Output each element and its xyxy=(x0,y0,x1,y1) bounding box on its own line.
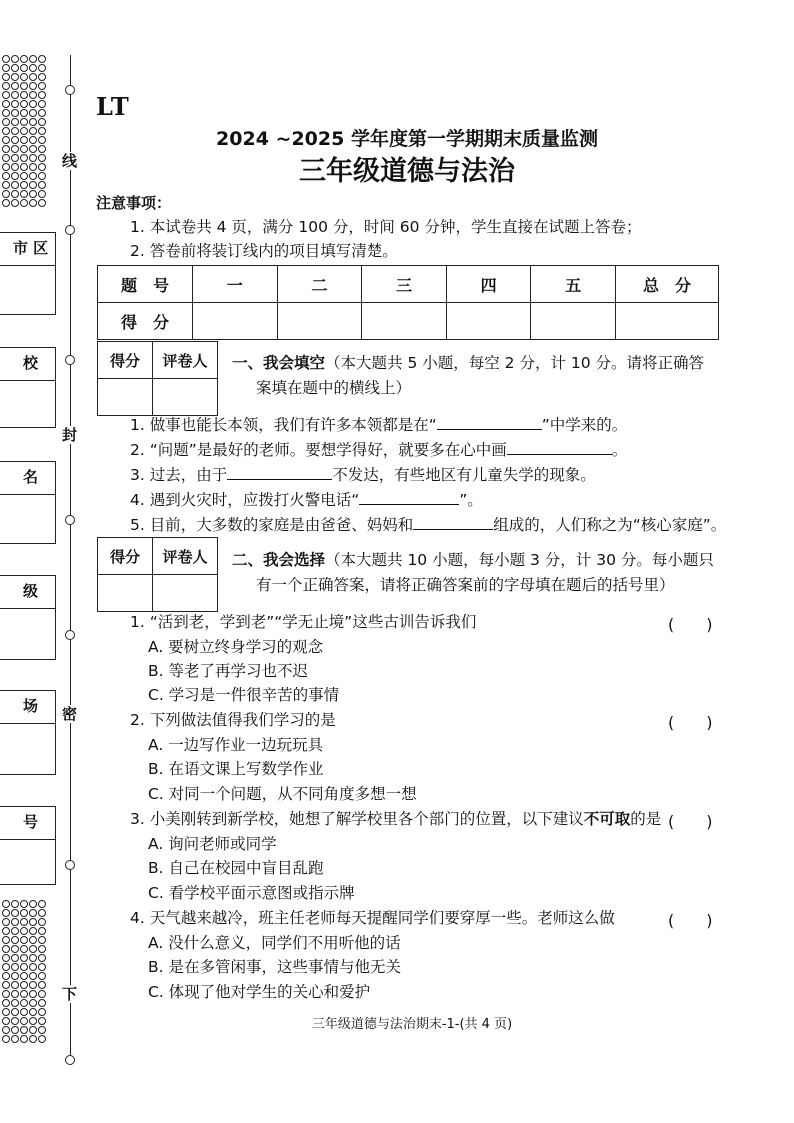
binding-hole xyxy=(2,999,10,1007)
binding-hole xyxy=(38,963,46,971)
binding-hole xyxy=(20,972,28,980)
binding-hole xyxy=(11,954,19,962)
binding-hole xyxy=(29,990,37,998)
binding-hole xyxy=(11,190,19,198)
info-field-grade[interactable] xyxy=(0,575,56,660)
binding-hole xyxy=(29,999,37,1007)
binding-hole xyxy=(11,981,19,989)
binding-circle xyxy=(65,225,75,235)
grader-score-cell[interactable] xyxy=(98,575,153,612)
binding-hole xyxy=(2,109,10,117)
grader-score-cell[interactable] xyxy=(98,379,153,416)
binding-hole xyxy=(20,64,28,72)
fill-question-text: ”中学来的。 xyxy=(541,416,628,434)
stem-emphasis: 不可取 xyxy=(583,810,631,828)
answer-blank[interactable] xyxy=(227,464,332,480)
choice-option: B. 自己在校园中盲目乱跑 xyxy=(148,859,324,877)
binding-hole xyxy=(38,999,46,1007)
binding-hole xyxy=(20,82,28,90)
notes-heading: 注意事项： xyxy=(96,194,172,212)
binding-hole xyxy=(20,73,28,81)
score-header: 二 xyxy=(277,266,362,303)
binding-hole xyxy=(2,972,10,980)
exam-title: 2024 ~2025 学年度第一学期期末质量监测 xyxy=(216,128,598,150)
binding-hole xyxy=(2,55,10,63)
binding-circle xyxy=(65,860,75,870)
binding-hole xyxy=(11,109,19,117)
binding-hole xyxy=(38,972,46,980)
binding-hole xyxy=(2,918,10,926)
answer-parentheses[interactable]: ( ) xyxy=(668,812,713,831)
binding-hole xyxy=(20,190,28,198)
choice-option: A. 一边写作业一边玩玩具 xyxy=(148,736,324,754)
choice-option: C. 体现了他对学生的关心和爱护 xyxy=(148,983,371,1001)
binding-hole xyxy=(2,963,10,971)
binding-hole xyxy=(38,82,46,90)
fill-question-4 xyxy=(130,489,483,510)
binding-hole xyxy=(20,918,28,926)
binding-hole xyxy=(20,55,28,63)
binding-hole xyxy=(20,963,28,971)
info-field-label: 场 xyxy=(0,691,55,724)
score-header: 四 xyxy=(446,266,531,303)
score-cell[interactable] xyxy=(531,303,616,340)
score-header: 一 xyxy=(193,266,278,303)
fill-question-text: 4. 遇到火灾时，应拨打火警电话“ xyxy=(130,491,360,509)
info-field-label: 级 xyxy=(0,576,55,609)
binding-hole xyxy=(20,981,28,989)
binding-hole xyxy=(11,936,19,944)
fill-question-text: 。 xyxy=(611,441,628,459)
binding-hole xyxy=(20,109,28,117)
answer-blank[interactable] xyxy=(413,514,493,530)
grader-box-section2 xyxy=(97,537,218,612)
binding-hole xyxy=(38,981,46,989)
score-header: 三 xyxy=(362,266,447,303)
binding-hole xyxy=(11,100,19,108)
notes-item: 2. 答卷前将装订线内的项目填写清楚。 xyxy=(130,242,398,260)
binding-hole xyxy=(2,945,10,953)
info-field-exam-room[interactable] xyxy=(0,690,56,775)
binding-hole xyxy=(2,73,10,81)
score-cell[interactable] xyxy=(277,303,362,340)
fill-question-text: 2. “问题”是最好的老师。要想学得好，就要多在心中画 xyxy=(130,441,507,459)
answer-blank[interactable] xyxy=(507,439,612,455)
binding-hole xyxy=(29,981,37,989)
binding-hole xyxy=(2,981,10,989)
fill-question-text: 1. 做事也能长本领，我们有许多本领都是在“ xyxy=(130,416,437,434)
answer-blank[interactable] xyxy=(437,414,542,430)
binding-circle xyxy=(65,85,75,95)
binding-label-xia: 下 xyxy=(62,985,78,1003)
fill-question-5 xyxy=(130,514,726,535)
binding-hole xyxy=(29,963,37,971)
binding-hole xyxy=(20,936,28,944)
choice-option: A. 没什么意义，同学们不用听他的话 xyxy=(148,934,401,952)
choice-question-stem: 1. “活到老，学到老”“学无止境”这些古训告诉我们 xyxy=(130,613,477,631)
binding-hole xyxy=(11,73,19,81)
binding-hole xyxy=(11,91,19,99)
binding-hole xyxy=(2,190,10,198)
grader-reviewer-label: 评卷人 xyxy=(153,342,218,379)
binding-hole xyxy=(29,109,37,117)
binding-hole xyxy=(20,1035,28,1043)
binding-hole xyxy=(38,945,46,953)
score-header: 题 号 xyxy=(98,266,193,303)
binding-hole xyxy=(20,954,28,962)
binding-hole xyxy=(29,118,37,126)
score-table xyxy=(97,265,719,340)
binding-hole xyxy=(38,1035,46,1043)
choice-option: C. 看学校平面示意图或指示牌 xyxy=(148,884,355,902)
binding-hole xyxy=(29,199,37,207)
binding-hole xyxy=(38,91,46,99)
info-field-label: 号 xyxy=(0,807,55,840)
grader-reviewer-cell[interactable] xyxy=(153,575,218,612)
fill-question-3 xyxy=(130,464,596,485)
binding-hole xyxy=(20,199,28,207)
binding-hole xyxy=(2,1035,10,1043)
fill-question-1 xyxy=(130,414,627,435)
fill-question-text: 不发达，有些地区有儿童失学的现象。 xyxy=(332,466,596,484)
binding-hole xyxy=(38,73,46,81)
choice-option: C. 学习是一件很辛苦的事情 xyxy=(148,686,340,704)
fill-question-2 xyxy=(130,439,627,460)
binding-hole xyxy=(29,909,37,917)
section1-title: 一、我会填空 xyxy=(232,354,326,372)
choice-option: A. 询问老师或同学 xyxy=(148,835,277,853)
section1-desc: （本大题共 5 小题，每空 2 分，计 10 分。请将正确答 xyxy=(325,354,705,372)
binding-label-xian: 线 xyxy=(62,152,78,170)
info-field-school[interactable] xyxy=(0,347,56,428)
binding-hole xyxy=(11,972,19,980)
binding-hole xyxy=(11,990,19,998)
answer-parentheses[interactable]: ( ) xyxy=(668,713,713,732)
choice-question-stem xyxy=(130,809,661,829)
binding-hole xyxy=(38,990,46,998)
page-footer: 三年级道德与法治期末-1-(共 4 页) xyxy=(311,1017,513,1032)
grader-box-section1 xyxy=(97,341,218,416)
info-field-label: 名 xyxy=(0,462,55,495)
binding-hole xyxy=(20,100,28,108)
grader-score-label: 得分 xyxy=(98,538,153,575)
binding-hole xyxy=(38,954,46,962)
fill-question-text: 组成的，人们称之为“核心家庭”。 xyxy=(493,516,727,534)
binding-hole xyxy=(38,55,46,63)
stem-text: 的是 xyxy=(630,810,662,828)
binding-hole xyxy=(29,55,37,63)
choice-question-stem: 2. 下列做法值得我们学习的是 xyxy=(130,711,336,729)
binding-hole xyxy=(2,990,10,998)
notes-item: 1. 本试卷共 4 页，满分 100 分，时间 60 分钟，学生直接在试题上答卷； xyxy=(130,218,642,236)
binding-hole xyxy=(29,100,37,108)
info-field-label: 校 xyxy=(0,348,55,381)
grader-reviewer-cell[interactable] xyxy=(153,379,218,416)
section1-heading xyxy=(232,353,704,373)
binding-hole xyxy=(11,963,19,971)
section2-heading xyxy=(232,550,714,570)
binding-hole xyxy=(11,199,19,207)
binding-hole xyxy=(29,73,37,81)
binding-hole xyxy=(29,1035,37,1043)
binding-hole xyxy=(2,199,10,207)
fill-question-text: ”。 xyxy=(459,491,483,509)
binding-hole xyxy=(2,909,10,917)
section2-desc: （本大题共 10 小题，每小题 3 分，计 30 分。每小题只 xyxy=(325,551,714,569)
binding-hole xyxy=(2,82,10,90)
binding-hole xyxy=(29,190,37,198)
grader-score-label: 得分 xyxy=(98,342,153,379)
binding-hole xyxy=(38,109,46,117)
binding-hole xyxy=(38,900,46,908)
binding-hole xyxy=(29,918,37,926)
fill-question-text: 5. 目前，大多数的家庭是由爸爸、妈妈和 xyxy=(130,516,414,534)
binding-hole xyxy=(29,900,37,908)
binding-hole xyxy=(29,91,37,99)
choice-question-stem: 4. 天气越来越冷，班主任老师每天提醒同学们要穿厚一些。老师这么做 xyxy=(130,909,615,927)
binding-hole xyxy=(11,82,19,90)
binding-hole xyxy=(20,999,28,1007)
binding-hole xyxy=(11,64,19,72)
binding-hole xyxy=(20,909,28,917)
score-row-label: 得 分 xyxy=(98,303,193,340)
binding-hole xyxy=(11,1035,19,1043)
binding-hole xyxy=(29,64,37,72)
grader-reviewer-label: 评卷人 xyxy=(153,538,218,575)
binding-hole xyxy=(2,936,10,944)
binding-hole xyxy=(20,927,28,935)
binding-hole xyxy=(20,900,28,908)
binding-hole xyxy=(11,900,19,908)
section1-desc-cont: 案填在题中的横线上） xyxy=(256,379,412,397)
binding-hole xyxy=(29,927,37,935)
info-field-seat-number[interactable] xyxy=(0,806,56,885)
binding-hole xyxy=(29,945,37,953)
section2-desc-cont: 有一个正确答案，请将正确答案前的字母填在题后的括号里） xyxy=(256,576,675,594)
binding-hole xyxy=(38,936,46,944)
choice-option: C. 对同一个问题，从不同角度多想一想 xyxy=(148,785,417,803)
binding-hole xyxy=(38,909,46,917)
binding-hole xyxy=(2,100,10,108)
score-cell[interactable] xyxy=(616,303,719,340)
binding-circle xyxy=(65,1055,75,1065)
binding-hole xyxy=(2,118,10,126)
info-field-name[interactable] xyxy=(0,461,56,544)
choice-option: A. 要树立终身学习的观念 xyxy=(148,638,324,656)
binding-hole xyxy=(20,945,28,953)
binding-hole xyxy=(29,972,37,980)
score-cell[interactable] xyxy=(362,303,447,340)
choice-option: B. 等老了再学习也不迟 xyxy=(148,662,308,680)
score-header: 总 分 xyxy=(616,266,719,303)
choice-option: B. 在语文课上写数学作业 xyxy=(148,760,324,778)
binding-hole xyxy=(11,945,19,953)
binding-hole xyxy=(11,999,19,1007)
fill-question-text: 3. 过去，由于 xyxy=(130,466,228,484)
info-field-city[interactable] xyxy=(0,232,56,315)
binding-hole xyxy=(38,100,46,108)
paper-code: LT xyxy=(96,92,129,121)
binding-hole xyxy=(20,91,28,99)
info-field-label: 市 区 xyxy=(0,233,55,266)
binding-circle xyxy=(65,355,75,365)
binding-hole xyxy=(29,936,37,944)
subject-title: 三年级道德与法治 xyxy=(299,156,515,187)
binding-hole xyxy=(2,954,10,962)
binding-hole xyxy=(29,82,37,90)
binding-hole xyxy=(11,918,19,926)
binding-hole xyxy=(20,118,28,126)
binding-hole xyxy=(2,64,10,72)
binding-hole xyxy=(2,927,10,935)
section2-title: 二、我会选择 xyxy=(232,551,326,569)
binding-hole xyxy=(29,954,37,962)
binding-hole xyxy=(11,927,19,935)
answer-parentheses[interactable]: ( ) xyxy=(668,615,713,634)
binding-hole xyxy=(11,909,19,917)
score-header: 五 xyxy=(531,266,616,303)
binding-hole xyxy=(38,118,46,126)
stem-text: 3. 小美刚转到新学校，她想了解学校里各个部门的位置，以下建议 xyxy=(130,810,584,828)
binding-line xyxy=(70,55,71,1065)
binding-hole xyxy=(2,91,10,99)
answer-parentheses[interactable]: ( ) xyxy=(668,911,713,930)
binding-hole xyxy=(38,64,46,72)
binding-label-feng: 封 xyxy=(62,426,78,444)
binding-hole xyxy=(11,118,19,126)
binding-hole xyxy=(38,918,46,926)
score-cell[interactable] xyxy=(446,303,531,340)
binding-circle xyxy=(65,515,75,525)
binding-hole xyxy=(20,990,28,998)
binding-hole xyxy=(38,190,46,198)
binding-label-mi: 密 xyxy=(62,705,78,723)
binding-circle xyxy=(65,630,75,640)
choice-option: B. 是在多管闲事，这些事情与他无关 xyxy=(148,958,401,976)
binding-hole xyxy=(38,199,46,207)
binding-hole xyxy=(38,927,46,935)
binding-hole xyxy=(2,900,10,908)
score-cell[interactable] xyxy=(193,303,278,340)
answer-blank[interactable] xyxy=(359,489,459,505)
binding-hole xyxy=(11,55,19,63)
